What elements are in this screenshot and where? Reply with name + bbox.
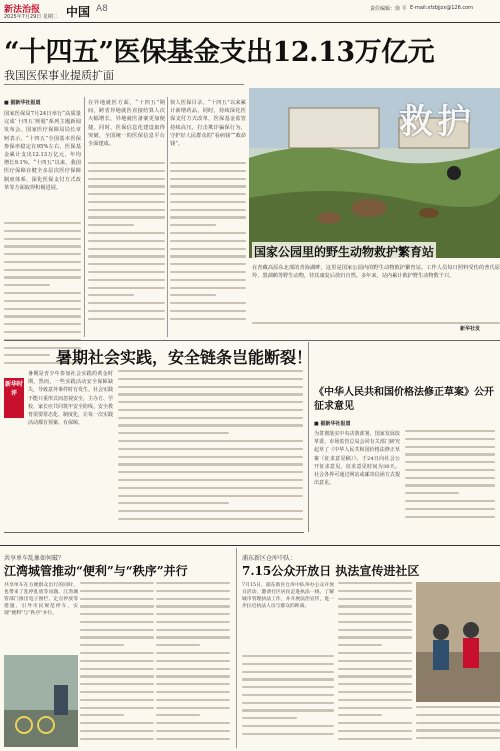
- text-line: [156, 590, 230, 592]
- text-line: [170, 255, 246, 257]
- pudong-text: 7月15日，浦东新区仓库中队举办公众开放日活动，邀请社区居民走进执法一线，了解城市管理执法工作，并开展法治宣传，进一步拉近执法人员与群众的距离。: [242, 583, 334, 609]
- lead-col1-text: 国家医保局7月24日举行“高质量完成‘十四五’规划”系列主题新闻发布会。国家医疗保障局局长章轲表示，“十四五”全国基本医保参保率稳定在95%左右，医保基金累计支出12.13万亿元，年均增长9.1%。“十四五”以来，我国医疗保障在健全多层次医疗保障制度体系、深化医保支付方式改革等方面取得积极进展。: [4, 111, 81, 191]
- column-separator: [236, 548, 237, 748]
- text-line: [80, 636, 154, 638]
- text-line: [338, 582, 412, 584]
- text-line: [242, 694, 334, 696]
- text-line: [118, 417, 303, 419]
- text-line: [416, 722, 500, 724]
- text-line: [88, 170, 165, 172]
- text-line: [88, 255, 165, 257]
- text-line: [118, 409, 303, 411]
- text-line: [156, 738, 230, 740]
- text-line: [118, 495, 303, 497]
- text-line: [170, 162, 246, 164]
- text-line: [156, 582, 230, 584]
- text-line: [4, 284, 50, 286]
- text-line: [88, 294, 134, 296]
- text-line: [338, 699, 412, 701]
- text-line: [338, 691, 412, 693]
- bike-scene-illustration: [4, 655, 78, 747]
- text-line: [338, 629, 412, 631]
- text-line: [338, 714, 382, 716]
- jiangwan-lines-2: [156, 582, 230, 747]
- commentary-headline: 暑期社会实践，安全链条岂能断裂！: [56, 348, 313, 367]
- text-line: [242, 671, 334, 673]
- text-line: [242, 709, 334, 711]
- text-line: [80, 714, 124, 716]
- text-line: [416, 714, 500, 716]
- text-line: [170, 279, 246, 281]
- text-line: [118, 378, 303, 380]
- text-line: [156, 629, 230, 631]
- text-line: [416, 706, 500, 708]
- text-line: [118, 456, 303, 458]
- text-line: [170, 201, 246, 203]
- text-line: [242, 663, 334, 665]
- section-label: 中国: [66, 5, 91, 19]
- text-line: [88, 271, 165, 273]
- feature-photo: [249, 88, 500, 258]
- feature-caption: 在青藏高原东北部的青海湖畔，这里是国家公园内的野生动物救护繁育站。工作人员每日照料受伤的普氏原羚、黑颈鹤等野生动物，待其康复后放归自然。多年来，站内累计救护野生动物数千只。: [252, 265, 500, 280]
- text-line: [4, 308, 81, 310]
- text-line: [170, 263, 246, 265]
- text-line: [80, 613, 154, 615]
- text-line: [118, 448, 303, 450]
- lead-subhead: 我国医保事业提质扩面: [4, 69, 114, 82]
- jiangwan-text: 共享单车在方便群众出行的同时，也带来了乱停乱放等问题。江湾城管部门推出电子围栏、定点停放等措施，引导市民规范停车，实现“便利”与“秩序”并行。: [4, 583, 78, 616]
- text-line: [118, 479, 303, 481]
- lead-col3-text: 快人医保目录，“十四五”以来累计新增药品，同时，持续深化医保支付方式改革，医保基金监管持续高压，打击欺诈骗保行为，守护好人民群众的“看病钱”“救命钱”。: [170, 100, 246, 148]
- pudong-lines-2: [338, 582, 412, 747]
- text-line: [170, 294, 216, 296]
- text-line: [80, 691, 154, 693]
- text-line: [80, 707, 154, 709]
- law-text: 为贯彻落实中央决策部署，国家发展改革委、市场监管总局会同有关部门研究起草了《中华人民共和国价格法修正草案（征求意见稿）》，于24日向社会公开征求意见。征求意见时间为30天。社会各界可通过网站或邮寄信函方式提出意见。: [314, 431, 400, 487]
- text-line: [118, 463, 303, 465]
- text-line: [405, 461, 495, 463]
- text-line: [156, 668, 230, 670]
- text-line: [4, 253, 81, 255]
- date-line: 2025年7月29日 星期二: [4, 14, 58, 20]
- lead-col3-lines: [170, 162, 246, 332]
- text-line: [242, 686, 334, 688]
- jiangwan-kicker: 共享单车乱象如何破？: [4, 555, 65, 562]
- text-line: [4, 292, 81, 294]
- text-line: [156, 722, 230, 724]
- text-line: [4, 261, 81, 263]
- text-line: [405, 430, 495, 432]
- text-line: [88, 193, 165, 195]
- text-line: [156, 660, 230, 662]
- text-line: [405, 453, 495, 455]
- text-line: [338, 636, 412, 638]
- text-line: [156, 683, 230, 685]
- text-line: [338, 621, 412, 623]
- text-line: [156, 613, 230, 615]
- text-line: [338, 675, 412, 677]
- text-line: [88, 279, 165, 281]
- text-line: [4, 238, 81, 240]
- text-line: [156, 636, 230, 638]
- text-line: [242, 655, 334, 657]
- feature-stamp: 救护: [399, 102, 475, 142]
- text-line: [88, 224, 134, 226]
- masthead: [0, 0, 500, 24]
- text-line: [88, 240, 165, 242]
- commentary-lines: [118, 370, 303, 530]
- text-line: [170, 271, 246, 273]
- text-line: [338, 683, 412, 685]
- text-line: [170, 170, 246, 172]
- text-line: [156, 714, 200, 716]
- text-line: [170, 216, 246, 218]
- text-line: [170, 310, 246, 312]
- text-line: [242, 678, 334, 680]
- text-line: [118, 510, 303, 512]
- text-line: [88, 216, 165, 218]
- text-line: [338, 660, 412, 662]
- pudong-caption-lines: [416, 706, 500, 746]
- text-line: [338, 668, 412, 670]
- text-line: [118, 424, 303, 426]
- text-line: [405, 500, 495, 502]
- text-line: [88, 318, 165, 320]
- text-line: [4, 245, 81, 247]
- text-line: [118, 401, 303, 403]
- text-line: [242, 733, 334, 735]
- law-left-border: [308, 342, 309, 532]
- text-line: [338, 613, 412, 615]
- pudong-lines-1: [242, 655, 334, 747]
- text-line: [405, 477, 495, 479]
- text-line: [88, 185, 165, 187]
- text-line: [118, 386, 303, 388]
- law-byline: ■ 据新华社报道: [314, 421, 351, 427]
- pudong-headline: 7.15公众开放日 执法宣传进社区: [242, 564, 420, 578]
- text-line: [80, 605, 154, 607]
- text-line: [170, 248, 246, 250]
- text-line: [170, 232, 246, 234]
- text-line: [80, 582, 154, 584]
- text-line: [118, 487, 303, 489]
- feature-headline: 国家公园里的野生动物救护繁育站: [252, 242, 436, 261]
- text-line: [88, 248, 165, 250]
- paper-name: 新法治报: [4, 5, 41, 15]
- text-line: [80, 668, 154, 670]
- text-line: [80, 590, 154, 592]
- text-line: [338, 605, 412, 607]
- text-line: [88, 232, 165, 234]
- text-line: [80, 629, 154, 631]
- email: E-mail:xfzbjjzx@126.com: [410, 5, 474, 11]
- text-line: [118, 370, 303, 372]
- jiangwan-lines-1: [80, 582, 154, 747]
- lead-col2-text: 在异地就医方面，“十四五”期间，跨省异地就医直接结算人次大幅增长，异地就医备案更加便捷。同时，医保信息化建设取得突破，全国统一的医保信息平台全面建成。: [88, 100, 165, 148]
- text-line: [170, 287, 246, 289]
- text-line: [405, 492, 459, 494]
- text-line: [4, 222, 81, 224]
- text-line: [170, 209, 246, 211]
- text-line: [252, 322, 500, 324]
- text-line: [156, 621, 230, 623]
- feature-credit: 新华社发: [460, 326, 481, 332]
- text-line: [88, 201, 165, 203]
- text-line: [156, 707, 230, 709]
- text-line: [156, 730, 230, 732]
- text-line: [338, 707, 412, 709]
- text-line: [170, 193, 246, 195]
- text-line: [4, 331, 81, 333]
- text-line: [170, 178, 246, 180]
- law-headline: 《中华人民共和国价格法修正草案》公开征求意见: [314, 387, 494, 412]
- text-line: [4, 300, 81, 302]
- text-line: [170, 185, 246, 187]
- commentary-tag: 新华时评: [4, 378, 24, 418]
- text-line: [88, 209, 165, 211]
- text-line: [338, 644, 382, 646]
- text-line: [242, 717, 297, 719]
- text-line: [156, 605, 230, 607]
- text-line: [405, 438, 495, 440]
- text-line: [80, 660, 154, 662]
- jiangwan-photo: [4, 655, 78, 747]
- text-line: [80, 675, 154, 677]
- pudong-photo: [416, 582, 500, 702]
- text-line: [405, 508, 495, 510]
- text-line: [80, 683, 154, 685]
- text-line: [4, 276, 81, 278]
- text-line: [242, 725, 334, 727]
- text-line: [242, 702, 334, 704]
- text-line: [80, 652, 154, 654]
- text-line: [88, 162, 165, 164]
- text-line: [405, 516, 495, 518]
- text-line: [156, 652, 230, 654]
- editor: 责任编辑：徐 平: [370, 6, 407, 12]
- text-line: [156, 691, 230, 693]
- lead-col2-lines: [88, 162, 165, 332]
- text-line: [338, 730, 412, 732]
- text-line: [118, 518, 303, 520]
- lead-headline: “十四五”医保基金支出12.13万亿元: [4, 37, 435, 68]
- text-line: [338, 738, 412, 740]
- text-line: [156, 675, 230, 677]
- text-line: [88, 310, 165, 312]
- text-line: [88, 263, 165, 265]
- text-line: [338, 590, 412, 592]
- text-line: [118, 440, 303, 442]
- text-line: [118, 471, 303, 473]
- text-line: [118, 393, 303, 395]
- text-line: [80, 730, 154, 732]
- bottom-section-rule: [0, 545, 500, 546]
- law-lines: [405, 430, 495, 530]
- text-line: [88, 302, 165, 304]
- text-line: [156, 699, 230, 701]
- text-line: [118, 432, 229, 434]
- commentary-text: 暑期是青少年参加社会实践的黄金时期，然而，一些实践活动安全保障缺失，导致意外事件时有发生。社会实践不能只重形式而忽视安全，主办方、学校、家长应共同筑牢安全防线。安全教育需要常态化、制度化，让每一次实践活动都有预案、有保障。: [28, 371, 113, 427]
- text-line: [405, 446, 495, 448]
- text-line: [338, 598, 412, 600]
- column-separator: [84, 97, 85, 337]
- text-line: [4, 354, 50, 356]
- text-line: [118, 502, 229, 504]
- text-line: [405, 484, 495, 486]
- text-line: [338, 652, 412, 654]
- open-day-illustration: [416, 582, 500, 702]
- text-line: [338, 722, 412, 724]
- masthead-rule: [0, 22, 500, 23]
- text-line: [170, 240, 246, 242]
- text-line: [80, 722, 154, 724]
- text-line: [405, 469, 495, 471]
- text-line: [170, 224, 216, 226]
- pudong-kicker: 浦东新区仓库中队：: [242, 555, 297, 562]
- text-line: [80, 621, 154, 623]
- commentary-top-rule: [4, 340, 500, 341]
- text-line: [88, 178, 165, 180]
- commentary-bottom-rule: [4, 532, 304, 533]
- jiangwan-headline: 江湾城管推动“便利”与“秩序”并行: [4, 564, 188, 578]
- lead-rule: [4, 84, 244, 85]
- text-line: [4, 323, 81, 325]
- text-line: [4, 230, 81, 232]
- text-line: [170, 318, 246, 320]
- text-line: [80, 738, 154, 740]
- text-line: [416, 737, 500, 739]
- text-line: [4, 269, 81, 271]
- text-line: [80, 644, 124, 646]
- text-line: [170, 302, 246, 304]
- text-line: [4, 315, 81, 317]
- text-line: [80, 598, 154, 600]
- text-line: [80, 699, 154, 701]
- page-number: A8: [96, 4, 108, 14]
- text-line: [88, 287, 165, 289]
- text-line: [156, 644, 200, 646]
- column-separator: [167, 97, 168, 337]
- lead-byline: ■ 据新华社报道: [4, 100, 41, 106]
- text-line: [156, 598, 230, 600]
- text-line: [416, 729, 500, 731]
